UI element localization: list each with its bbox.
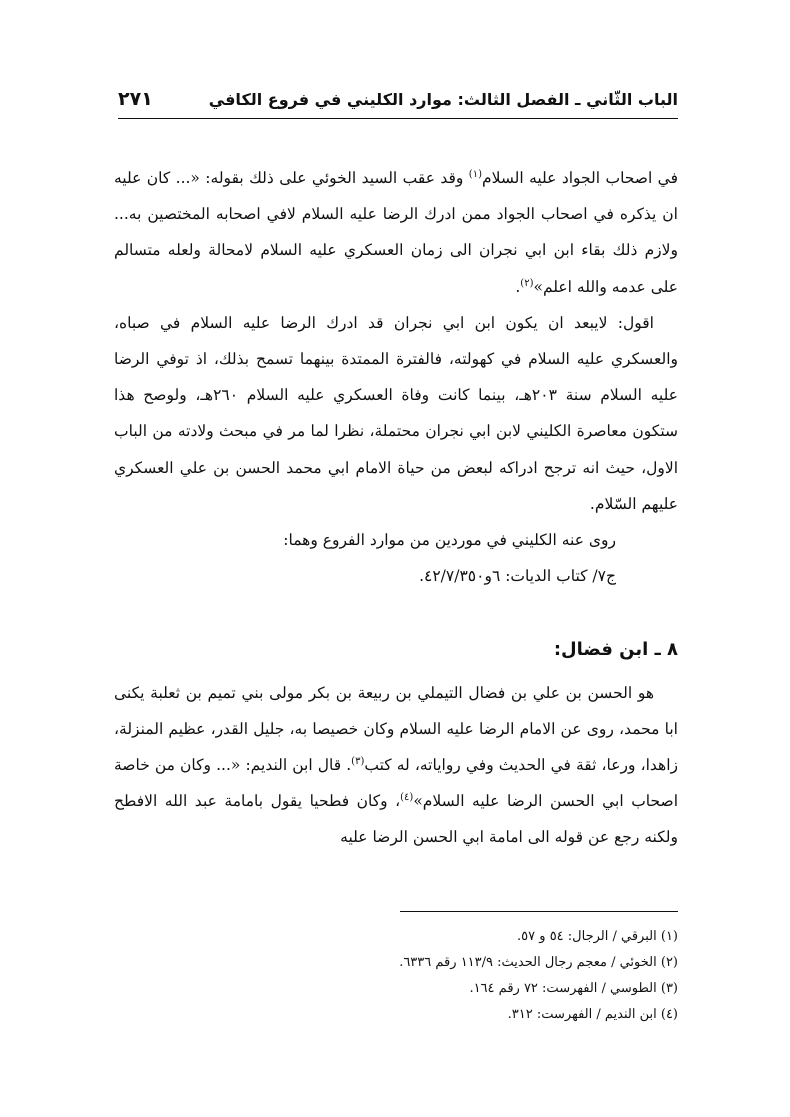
footnote-ref-1: (١): [468, 168, 482, 180]
footnote-2: (٢) الخوئي / معجم رجال الحديث: ١١٣/٩ رقم ٦٣٣٦.: [399, 955, 678, 970]
section-heading: ٨ ـ ابن فضال:: [553, 639, 678, 661]
footnote-4: (٤) ابن النديم / الفهرست: ٣١٢.: [507, 1007, 678, 1022]
footnote-ref-4: (٤): [400, 792, 414, 804]
main-text: [114, 160, 678, 856]
paragraph-4-text-c: ، وكان فطحيا يقول بامامة عبد الله الافطح ولكنه رجع عن قوله الى امامة ابي الحسن الرضا عليه: [114, 792, 678, 847]
paragraph-1-text-c: .: [515, 277, 521, 296]
paragraph-4-text-a: هو الحسن بن علي بن فضال التيملي بن ربيعة بن بكر مولى بني تميم بن ثعلبة يكنى ابا محمد، روى عن الامام الرضا عليه السلام وكان خصيصا به، جليل القدر، عظيم المنزلة، زاهدا، ورعا، ثقة في الحديث وفي رواياته، له كتب: [114, 683, 678, 775]
paragraph-1-text-a: في اصحاب الجواد عليه السلام: [481, 169, 678, 187]
paragraph-1-text-b: وقد عقب السيد الخوئي على ذلك بقوله: «... كان عليه ان يذكره في اصحاب الجواد ممن ادرك الرضا عليه السلام لافي اصحابه المختصين به... ولازم ذلك بقاء ابن ابي نجران الى زمان العسكري عليه السلام لامحالة ولعله متسالم على عدمه والله اعلم»: [114, 169, 678, 296]
paragraph-4-text-b: . قال ابن النديم: «... وكان من خاصة اصحاب ابي الحسن الرضا عليه السلام»: [114, 756, 678, 811]
footnotes: [114, 924, 678, 1028]
running-header: [118, 84, 678, 119]
footnote-ref-3: (٣): [351, 755, 365, 767]
footnote-ref-2: (٢): [520, 277, 534, 289]
page-number: ٢٧١: [118, 88, 153, 110]
footnote-1: (١) البرقي / الرجال: ٥٤ و ٥٧.: [517, 929, 678, 944]
paragraph-3-line-1: روى عنه الكليني في موردين من موارد الفروع وهما:: [283, 531, 616, 550]
header-title: الباب الثّاني ـ الفصل الثالث: موارد الكليني في فروع الكافي: [208, 90, 678, 109]
footnote-3: (٣) الطوسي / الفهرست: ٧٢ رقم ١٦٤.: [469, 981, 678, 996]
paragraph-3-line-2: ج٧/ كتاب الديات: ٦و٤٢/٧/٣٥٠.: [419, 567, 616, 586]
paragraph-2: اقول: لايبعد ان يكون ابن ابي نجران قد ادرك الرضا عليه السلام في صباه، والعسكري عليه السلام في كهولته، فالفترة الممتدة بينهما تسمح بذلك، اذ توفي الرضا عليه السلام سنة ٢٠٣هـ، بينما كانت وفاة العسكري عليه السلام ٢٦٠هـ، ولوصح هذا ستكون معاصرة الكليني لابن ابي نجران محتملة، نظرا لما مر في مبحث ولادته من الباب الاول، حيث انه ترجح ادراكه لبعض من حياة الامام ابي محمد الحسن بن علي العسكري عليهم السّلام.: [114, 313, 678, 513]
footnote-divider: [400, 911, 678, 912]
paragraph-1: [114, 160, 678, 305]
paragraph-4: [114, 675, 678, 856]
